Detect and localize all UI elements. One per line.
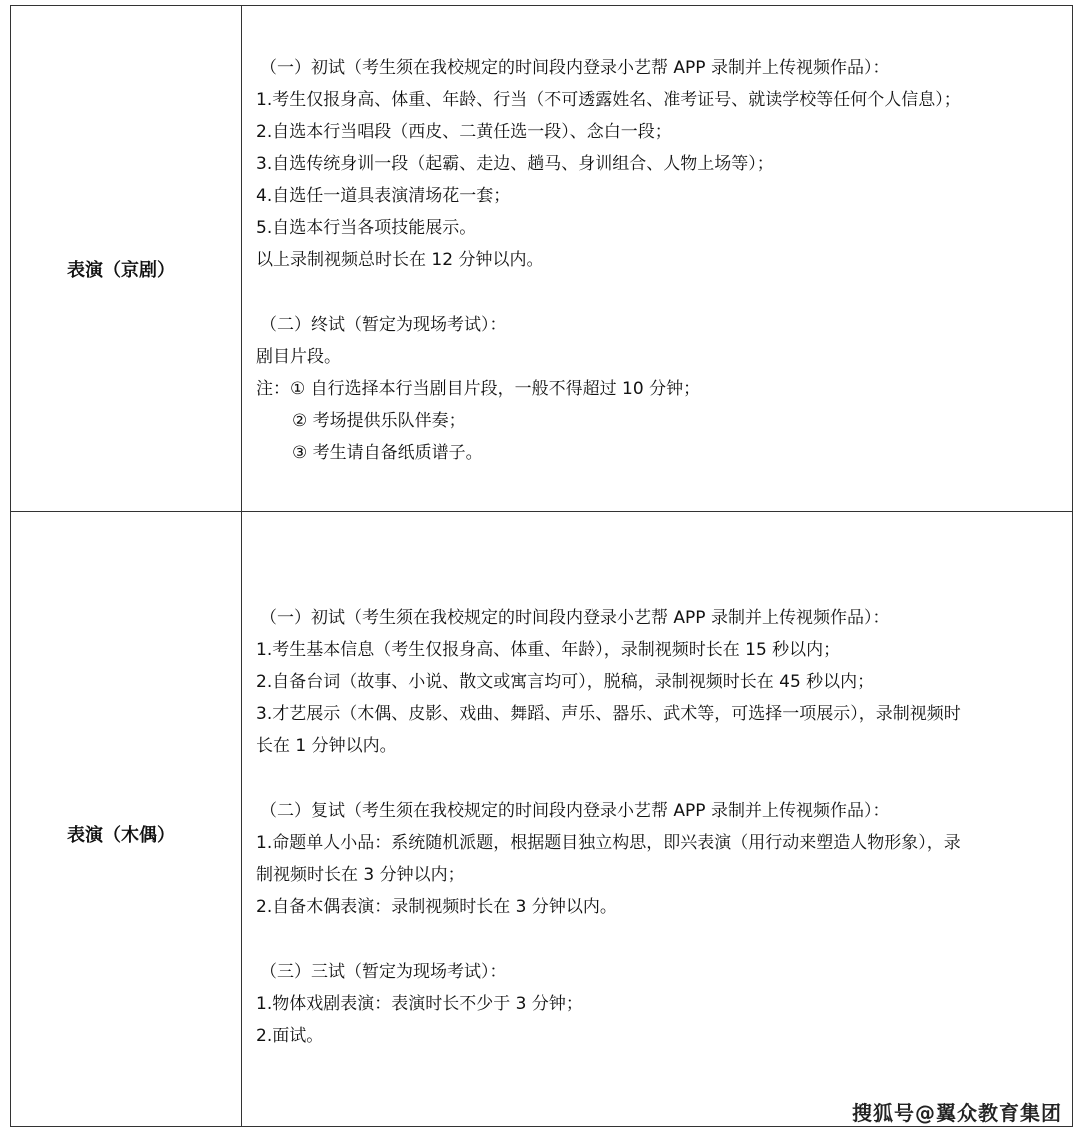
section-second-heading: （二）复试（考生须在我校规定的时间段内登录小艺帮 APP 录制并上传视频作品）： xyxy=(260,801,890,821)
content-line: 1.考生基本信息（考生仅报身高、体重、年龄），录制视频时长在 15 秒以内； xyxy=(256,640,841,660)
content-line: 3.自选传统身训一段（起霸、走边、趟马、身训组合、人物上场等）； xyxy=(256,154,774,174)
section-final-heading: （二）终试（暂定为现场考试）： xyxy=(260,315,507,335)
content-line: 长在 1 分钟以内。 xyxy=(256,736,397,756)
content-line: 以上录制视频总时长在 12 分钟以内。 xyxy=(256,250,544,270)
content-line: 5.自选本行当各项技能展示。 xyxy=(256,218,477,238)
content-line: 2.自备木偶表演：录制视频时长在 3 分钟以内。 xyxy=(256,897,617,917)
content-cell xyxy=(242,6,1072,511)
row-label-puppetry: 表演（木偶） xyxy=(67,825,175,846)
note-line: 注：① 自行选择本行当剧目片段，一般不得超过 10 分钟； xyxy=(256,379,701,399)
content-line: 1.考生仅报身高、体重、年龄、行当（不可透露姓名、准考证号、就读学校等任何个人信息）； xyxy=(256,90,961,110)
exam-requirements-table xyxy=(10,5,1073,1127)
section-preliminary-heading: （一）初试（考生须在我校规定的时间段内登录小艺帮 APP 录制并上传视频作品）： xyxy=(260,608,890,628)
content-line: 1.物体戏剧表演：表演时长不少于 3 分钟； xyxy=(256,994,583,1014)
table-row-peking-opera xyxy=(11,6,1072,512)
note-line: ② 考场提供乐队伴奏； xyxy=(292,411,466,431)
section-third-heading: （三）三试（暂定为现场考试）： xyxy=(260,962,507,982)
watermark: 搜狐号@翼众教育集团 xyxy=(852,1101,1062,1125)
content-line: 1.命题单人小品：系统随机派题，根据题目独立构思，即兴表演（用行动来塑造人物形象），录 xyxy=(256,833,961,853)
content-line: 2.自备台词（故事、小说、散文或寓言均可），脱稿，录制视频时长在 45 秒以内； xyxy=(256,672,875,692)
content-line: 3.才艺展示（木偶、皮影、戏曲、舞蹈、声乐、器乐、武术等，可选择一项展示），录制视频时 xyxy=(256,704,961,724)
label-cell xyxy=(11,512,242,1126)
content-line: 剧目片段。 xyxy=(256,347,341,367)
row-label-peking-opera: 表演（京剧） xyxy=(67,260,175,281)
content-line: 2.面试。 xyxy=(256,1026,324,1046)
content-line: 2.自选本行当唱段（西皮、二黄任选一段）、念白一段； xyxy=(256,122,672,142)
label-cell xyxy=(11,6,242,511)
note-line: ③ 考生请自备纸质谱子。 xyxy=(292,443,483,463)
content-cell xyxy=(242,512,1072,1126)
content-line: 4.自选任一道具表演清场花一套； xyxy=(256,186,511,206)
table-row-puppetry xyxy=(11,512,1072,1126)
section-preliminary-heading: （一）初试（考生须在我校规定的时间段内登录小艺帮 APP 录制并上传视频作品）： xyxy=(260,58,890,78)
content-line: 制视频时长在 3 分钟以内； xyxy=(256,865,465,885)
